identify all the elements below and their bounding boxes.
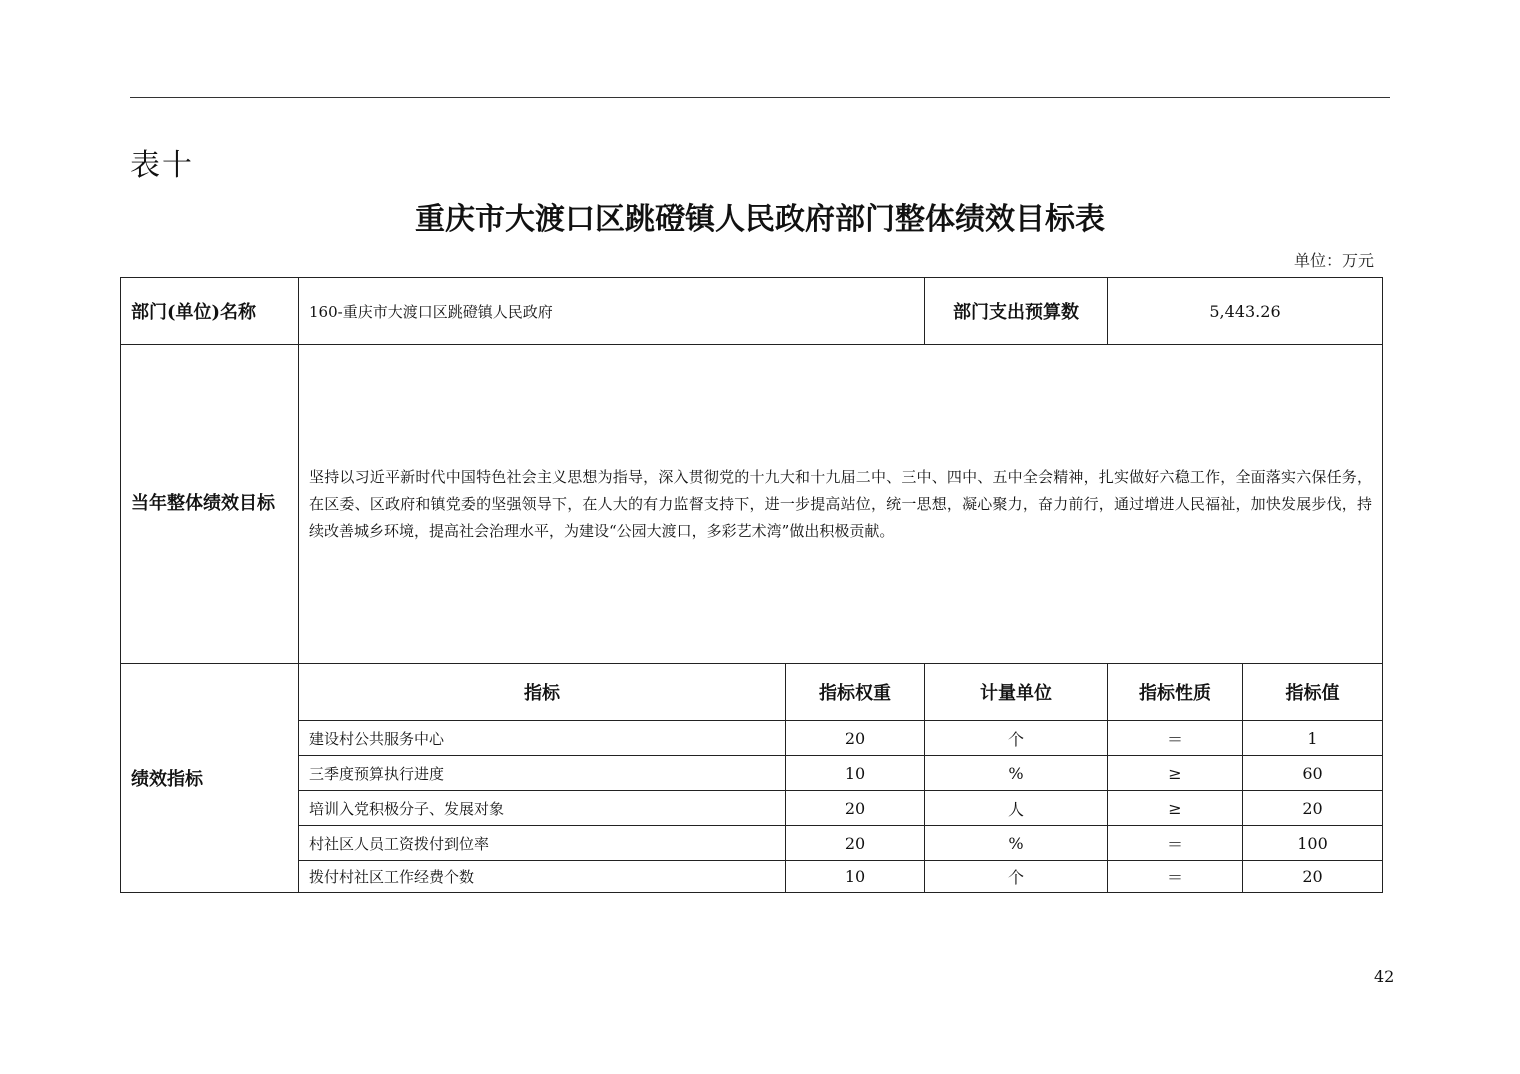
indicator-value: 20: [1242, 790, 1383, 826]
budget-label: 部门支出预算数: [924, 277, 1108, 345]
indicator-name: 建设村公共服务中心: [298, 720, 786, 756]
indicator-unit: %: [924, 755, 1108, 791]
indicator-weight: 10: [785, 755, 925, 791]
document-title: 重庆市大渡口区跳磴镇人民政府部门整体绩效目标表: [415, 202, 1105, 237]
top-rule: [130, 97, 1390, 98]
indicator-nature: ≥: [1107, 790, 1243, 826]
dept-name-label: 部门(单位)名称: [120, 277, 299, 345]
indicator-name: 三季度预算执行进度: [298, 755, 786, 791]
indicator-nature: ＝: [1107, 720, 1243, 756]
goal-text: 坚持以习近平新时代中国特色社会主义思想为指导，深入贯彻党的十九大和十九届二中、三中、四中、五中全会精神，扎实做好六稳工作，全面落实六保任务，在区委、区政府和镇党委的坚强领导下，在人大的有力监督支持下，进一步提高站位，统一思想，凝心聚力，奋力前行，通过增进人民福祉，加快发展步伐，持续改善城乡环境，提高社会治理水平，为建设“公园大渡口，多彩艺术湾”做出积极贡献。: [298, 344, 1383, 664]
indicators-section-label: 绩效指标: [120, 663, 299, 893]
indicator-unit: %: [924, 825, 1108, 861]
page-number: 42: [1374, 967, 1395, 986]
indicator-value: 100: [1242, 825, 1383, 861]
table-label: 表十: [130, 148, 194, 183]
indicator-nature: ≥: [1107, 755, 1243, 791]
goal-label: 当年整体绩效目标: [120, 344, 299, 664]
indicator-weight: 10: [785, 860, 925, 893]
indicator-name: 拨付村社区工作经费个数: [298, 860, 786, 893]
performance-table: [120, 277, 1383, 893]
indicator-weight: 20: [785, 720, 925, 756]
indicator-name: 培训入党积极分子、发展对象: [298, 790, 786, 826]
budget-value: 5,443.26: [1107, 277, 1383, 345]
col-header-weight: 指标权重: [785, 663, 925, 721]
indicator-weight: 20: [785, 825, 925, 861]
indicator-value: 20: [1242, 860, 1383, 893]
indicator-unit: 个: [924, 860, 1108, 893]
col-header-unit: 计量单位: [924, 663, 1108, 721]
unit-note: 单位：万元: [1293, 251, 1374, 270]
col-header-indicator: 指标: [298, 663, 786, 721]
indicator-nature: ＝: [1107, 825, 1243, 861]
indicator-value: 1: [1242, 720, 1383, 756]
indicator-unit: 个: [924, 720, 1108, 756]
dept-name-value: 160-重庆市大渡口区跳磴镇人民政府: [298, 277, 925, 345]
indicator-nature: ＝: [1107, 860, 1243, 893]
col-header-value: 指标值: [1242, 663, 1383, 721]
indicator-weight: 20: [785, 790, 925, 826]
indicator-value: 60: [1242, 755, 1383, 791]
indicator-unit: 人: [924, 790, 1108, 826]
col-header-nature: 指标性质: [1107, 663, 1243, 721]
indicator-name: 村社区人员工资拨付到位率: [298, 825, 786, 861]
